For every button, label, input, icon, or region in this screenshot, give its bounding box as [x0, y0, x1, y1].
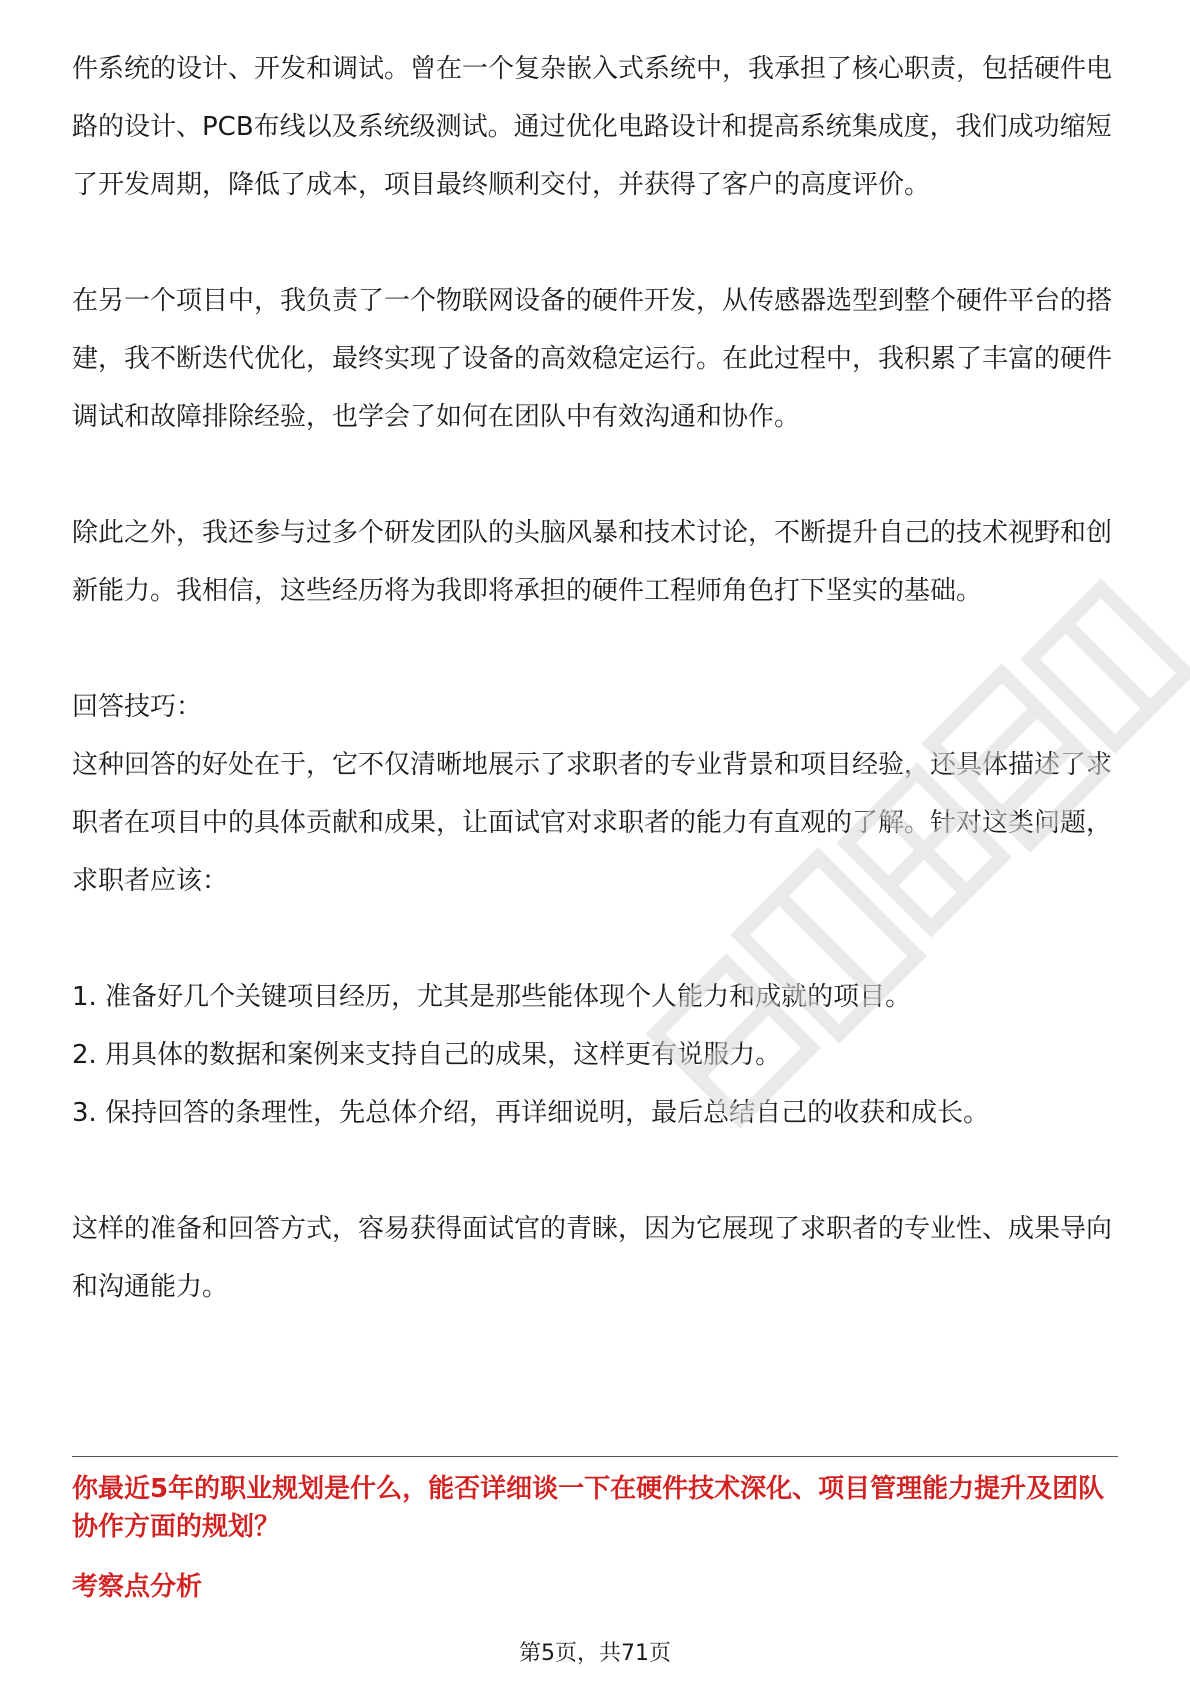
- section-title: 考察点分析: [72, 1572, 203, 1602]
- paragraph-2: 在另一个项目中，我负责了一个物联网设备的硬件开发，从传感器选型到整个硬件平台的搭建，我不断迭代优化，最终实现了设备的高效稳定运行。在此过程中，我积累了丰富的硬件调试和故障排除经验，也学会了如何在团队中有效沟通和协作。: [72, 286, 1113, 432]
- paragraph-4: 这种回答的好处在于，它不仅清晰地展示了求职者的专业背景和项目经验，还具体描述了求职者在项目中的具体贡献和成果，让面试官对求职者的能力有直观的了解。针对这类问题，求职者应该：: [72, 750, 1113, 896]
- paragraph-5: 这样的准备和回答方式，容易获得面试官的青睐，因为它展现了求职者的专业性、成果导向和沟通能力。: [72, 1214, 1113, 1302]
- document-body: [72, 40, 1118, 1316]
- list-item: 1. 准备好几个关键项目经历，尤其是那些能体现个人能力和成就的项目。: [72, 982, 912, 1012]
- paragraph-1: 件系统的设计、开发和调试。曾在一个复杂嵌入式系统中，我承担了核心职责，包括硬件电路的设计、PCB布线以及系统级测试。通过优化电路设计和提高系统集成度，我们成功缩短了开发周期，降低了成本，项目最终顺利交付，并获得了客户的高度评价。: [72, 54, 1113, 200]
- section-divider: [72, 1456, 1118, 1457]
- page-footer: 第5页，共71页: [519, 1641, 671, 1666]
- interview-question: 你最近5年的职业规划是什么，能否详细谈一下在硬件技术深化、项目管理能力提升及团队协作方面的规划？: [72, 1474, 1105, 1542]
- list-item: 3. 保持回答的条理性，先总体介绍，再详细说明，最后总结自己的收获和成长。: [72, 1098, 990, 1128]
- list-item: 2. 用具体的数据和案例来支持自己的成果，这样更有说服力。: [72, 1040, 782, 1070]
- paragraph-3: 除此之外，我还参与过多个研发团队的头脑风暴和技术讨论，不断提升自己的技术视野和创新能力。我相信，这些经历将为我即将承担的硬件工程师角色打下坚实的基础。: [72, 518, 1113, 606]
- tips-heading: 回答技巧：: [72, 692, 203, 722]
